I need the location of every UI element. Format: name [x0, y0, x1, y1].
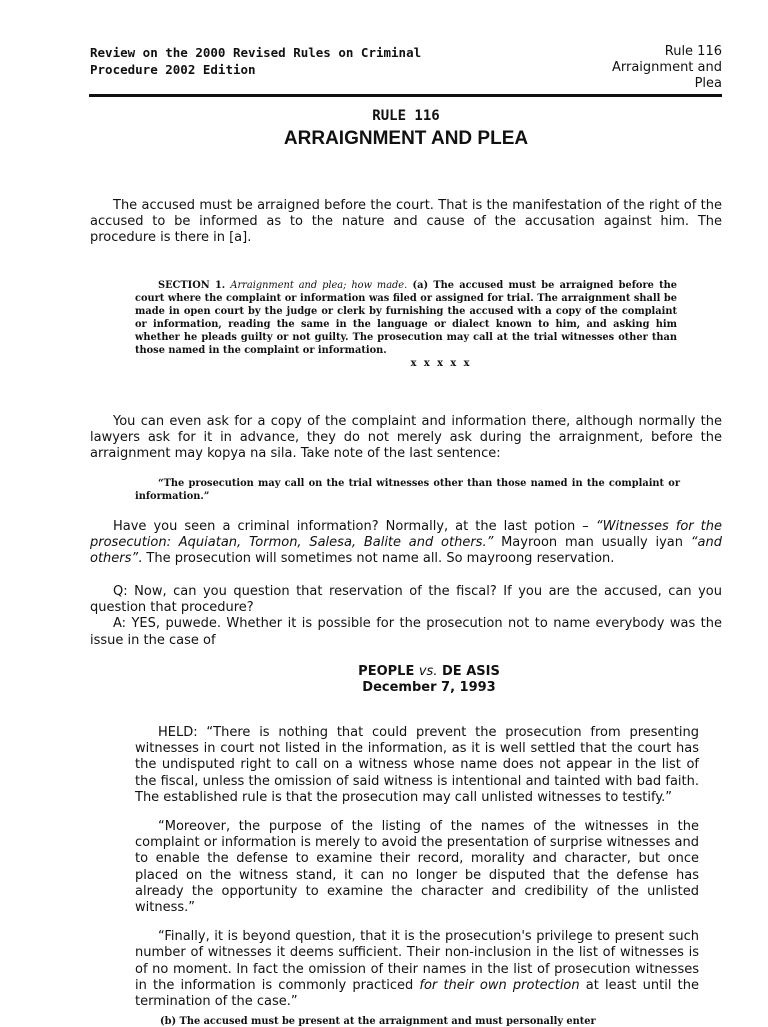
held-paragraph-1: HELD: “There is nothing that could prevent the prosecution from presenting witnesses in court not listed in the information, as it is well settled that the court has the undisputed right to call on a witness whose name does not appear in the list of the fiscal, unless the omission of said witness is intentional and tainted with bad faith. The established rule is that the prosecution may call unlisted witnesses to testify.” — [135, 725, 699, 805]
cutoff-text: (b) The accused must be present at the arraignment and must personally enter — [160, 1016, 596, 1027]
copy-paragraph: You can even ask for a copy of the complaint and information there, although normally the lawyers ask for it in advance, they do not merely ask during the arraignment, before the arraignment may kopya na sila. Take note of the last sentence: — [90, 414, 722, 462]
header-left-line-1: Review on the 2000 Revised Rules on Criminal — [90, 45, 422, 60]
rule-number: RULE 116 — [372, 108, 440, 124]
question: Q: Now, can you question that reservation of the fiscal? If you are the accused, can you question that procedure? — [90, 584, 722, 616]
header-right-line-3: Plea — [694, 76, 722, 91]
header-right-line-2: Arraignment and — [611, 60, 722, 75]
held-paragraph-3: “Finally, it is beyond question, that it is the prosecution's privilege to present such number of witnesses it deems sufficient. Their non-inclusion in the list of witnesses is of no moment. In fact the omission of their names in the list of prosecution witnesses in the information is commonly practiced for their own protection at least until the termination of the case.” — [135, 929, 699, 1010]
header-right-line-1: Rule 116 — [664, 44, 722, 59]
section-1-text: SECTION 1. Arraignment and plea; how made. (a) The accused must be arraigned before the court where the complaint or information was filed or assigned for trial. The arraignment shall be made in open court by the judge or clerk by furnishing the accused with a copy of the complaint or information, reading the same in the language or dialect known to him, and asking him whether he pleads guilty or not guilty. The prosecution may call at the trial witnesses other than those named in the complaint or information. x x x x x — [135, 280, 677, 369]
quoted-rule: “The prosecution may call on the trial witnesses other than those named in the complaint or information.” — [135, 478, 680, 502]
rule-title: ARRAIGNMENT AND PLEA — [283, 128, 529, 149]
running-header-right — [612, 44, 722, 92]
information-paragraph: Have you seen a criminal information? Normally, at the last potion – “Witnesses for the prosecution: Aquiatan, Tormon, Salesa, Balite and others.” Mayroon man usually iyan “and others”. The prosecution will sometimes not name all. So mayroong reservation. — [90, 519, 723, 567]
section-label: SECTION 1 — [158, 280, 222, 291]
case-title: PEOPLE vs. DE ASIS December 7, 1993 — [0, 664, 768, 696]
section-body: (a) The accused must be arraigned before the court where the complaint or information was filed or assigned for trial. The arraignment shall be made in open court by the judge or clerk by furnishing the accused with a copy of the complaint or information, reading the same in the language or dialect known to him, and asking him whether he pleads guilty or not guilty. The prosecution may call at the trial witnesses other than those named in the complaint or information. — [135, 280, 677, 356]
ellipsis-marker: x x x x x — [410, 358, 472, 369]
header-divider — [89, 94, 722, 97]
question-answer — [90, 584, 722, 649]
answer: A: YES, puwede. Whether it is possible for the prosecution not to name everybody was the issue in the case of — [90, 616, 722, 648]
section-heading: Arraignment and plea; how made. — [230, 280, 408, 291]
held-paragraph-2: “Moreover, the purpose of the listing of the names of the witnesses in the complaint or information is merely to avoid the presentation of surprise witnesses and to enable the defense to examine their record, morality and character, but once placed on the witness stand, it can no longer be disputed that the defense has already the opportunity to examine the character and credibility of the unlisted witness.” — [135, 819, 699, 916]
header-left-line-2: Procedure 2002 Edition — [90, 62, 256, 77]
running-header-left — [90, 44, 421, 78]
case-date: December 7, 1993 — [362, 680, 496, 695]
held-ruling — [135, 712, 699, 1023]
intro-paragraph: The accused must be arraigned before the court. That is the manifestation of the right of the accused to be informed as to the nature and cause of the accusation against him. The procedure is there in [a]. — [90, 198, 722, 246]
